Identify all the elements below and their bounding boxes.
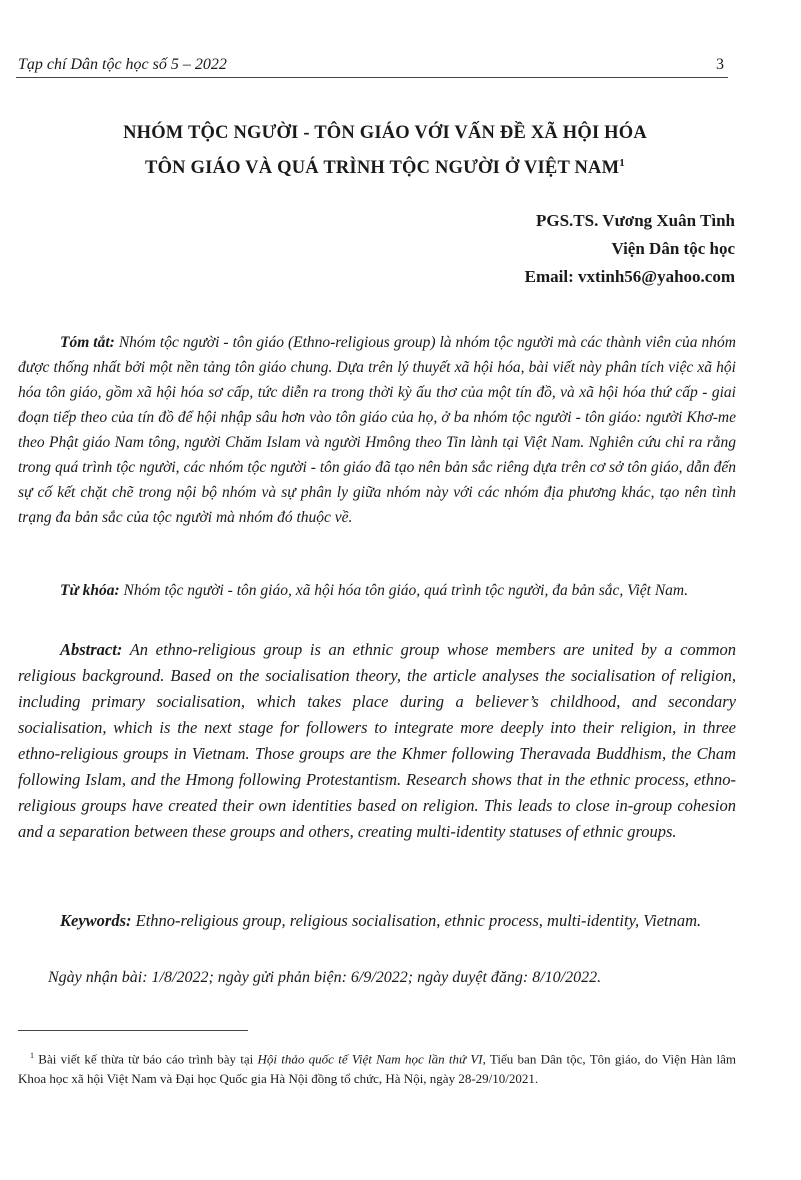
author-affiliation: Viện Dân tộc học bbox=[611, 239, 735, 258]
abstract-en bbox=[18, 637, 736, 845]
abstract-label: Abstract: bbox=[60, 640, 123, 659]
title-footnote-mark[interactable]: 1 bbox=[619, 157, 625, 169]
summary-text: Nhóm tộc người - tôn giáo (Ethno-religious group) là nhóm tộc người mà các thành viên của nhóm được thống nhất bởi một nền tảng tôn giáo chung. Dựa trên lý thuyết xã hội hóa, bài viết này phân tích việc xã hội hóa tôn giáo, gồm xã hội hóa sơ cấp, tức diễn ra trong thời kỳ ấu thơ của một tín đồ, và xã hội hóa thứ cấp - giai đoạn tiếp theo của tín đồ để hội nhập sâu hơn vào tôn giáo của họ, ở ba nhóm tộc người - tôn giáo: người Khơ-me theo Phật giáo Nam tông, người Chăm Islam và người Hmông theo Tin lành tại Việt Nam. Nghiên cứu chỉ ra rằng trong quá trình tộc người, các nhóm tộc người - tôn giáo đã tạo nên bản sắc riêng dựa trên cơ sở tôn giáo, dẫn đến sự cố kết chặt chẽ trong nội bộ nhóm và sự phân ly giữa nhóm này với các nhóm địa phương khác, tạo nên tình trạng đa bản sắc của tộc người mà nhóm đó thuộc về. bbox=[18, 334, 736, 526]
journal-name: Tạp chí Dân tộc học số 5 – 2022 bbox=[18, 56, 227, 73]
footnote-text-after: Tiểu ban Dân tộc, Tôn giáo, do Viện Hàn lâm Khoa học xã hội Việt Nam và Đại học Quốc gia Hà Nội đồng tổ chức, Hà Nội, ngày 28-29/10/2021. bbox=[18, 1051, 737, 1087]
keywords-en-text: Ethno-religious group, religious socialisation, ethnic process, multi-identity, Vietnam. bbox=[135, 911, 702, 930]
summary-vi bbox=[18, 330, 736, 530]
author-email[interactable]: Email: vxtinh56@yahoo.com bbox=[524, 267, 735, 286]
title-line-1: NHÓM TỘC NGƯỜI - TÔN GIÁO VỚI VẤN ĐỀ XÃ HỘI HÓA bbox=[123, 123, 647, 143]
footnote-text-before: Bài viết kế thừa từ báo cáo trình bày tại bbox=[38, 1051, 254, 1067]
header-divider bbox=[16, 77, 728, 78]
footnote-conference-name: Hội thảo quốc tế Việt Nam học lần thứ VI, bbox=[257, 1051, 486, 1067]
page-number: 3 bbox=[716, 56, 724, 73]
footnote-mark: 1 bbox=[30, 1051, 34, 1060]
keywords-en bbox=[18, 908, 736, 934]
footnote-divider bbox=[18, 1030, 248, 1031]
keywords-vi-text: Nhóm tộc người - tôn giáo, xã hội hóa tôn giáo, quá trình tộc người, đa bản sắc, Việt Nam. bbox=[123, 582, 688, 599]
abstract-text: An ethno-religious group is an ethnic group whose members are united by a common religious background. Based on the socialisation theory, the article analyses the socialisation of religion, including primary socialisation, which takes place during a believer’s childhood, and secondary socialisation, which is the next stage for followers to integrate more deeply into their religion, in three ethno-religious groups in Vietnam. Those groups are the Khmer following Theravada Buddhism, the Cham following Islam, and the Hmong following Protestantism. Research shows that in the ethnic process, ethno-religious groups have created their own identities based on religion. This leads to close in-group cohesion and a separation between these groups and others, creating multi-identity statuses of ethnic groups. bbox=[18, 640, 737, 841]
title-line-2: TÔN GIÁO VÀ QUÁ TRÌNH TỘC NGƯỜI Ở VIỆT NAM bbox=[145, 158, 620, 179]
running-header bbox=[16, 56, 728, 80]
author-name: PGS.TS. Vương Xuân Tình bbox=[536, 211, 735, 230]
footnote bbox=[18, 1046, 736, 1089]
keywords-vi bbox=[18, 578, 736, 603]
keywords-en-label: Keywords: bbox=[60, 911, 132, 930]
received-dates: Ngày nhận bài: 1/8/2022; ngày gửi phản biện: 6/9/2022; ngày duyệt đăng: 8/10/2022. bbox=[48, 969, 602, 986]
article-title bbox=[30, 118, 740, 183]
summary-label: Tóm tắt: bbox=[60, 334, 115, 351]
keywords-vi-label: Từ khóa: bbox=[60, 582, 120, 599]
author-block bbox=[525, 207, 735, 291]
